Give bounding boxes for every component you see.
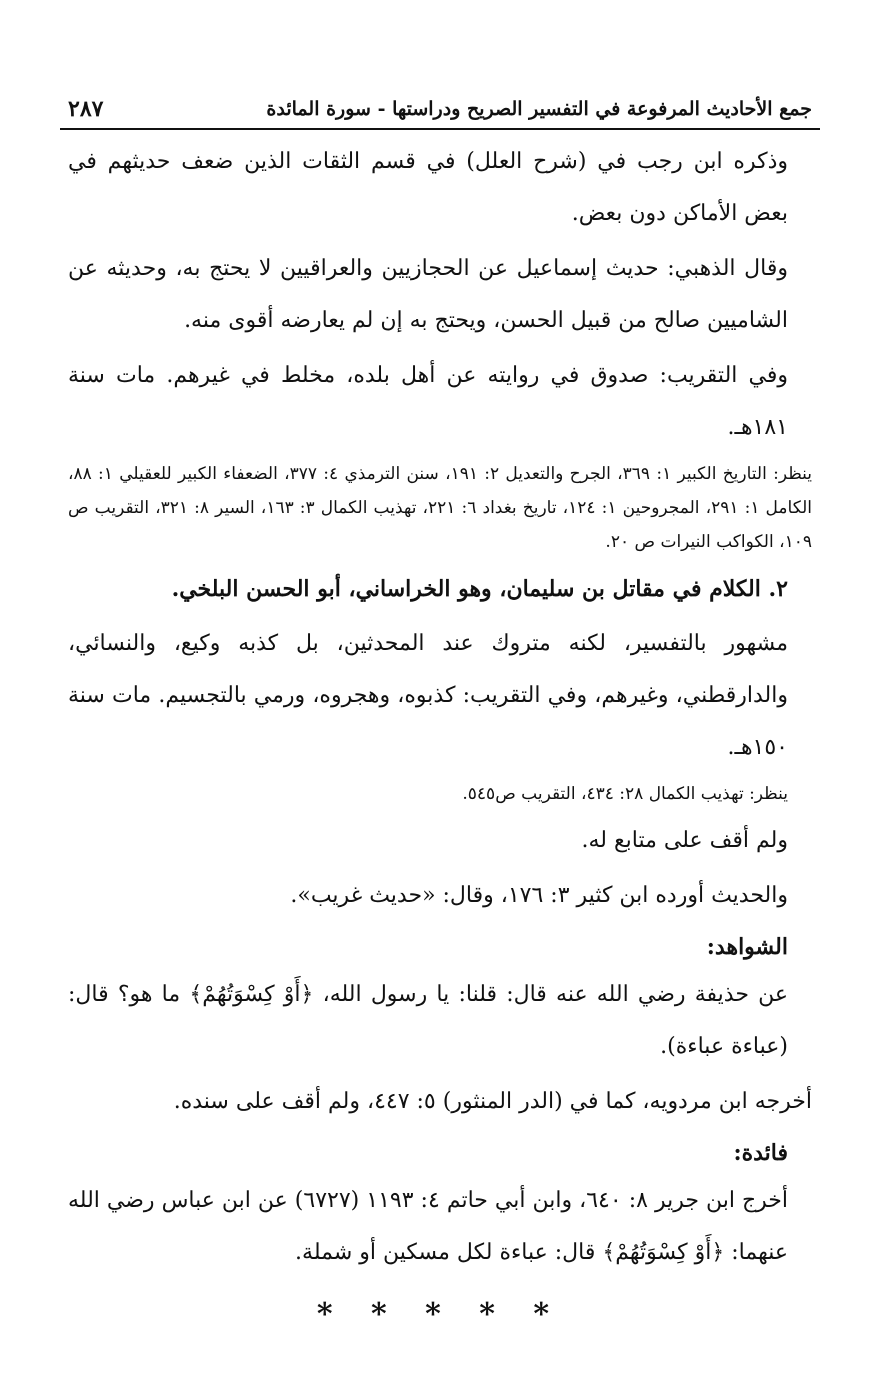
section-muqatil: ٢. الكلام في مقاتل بن سليمان، وهو الخراساني، أبو الحسن البلخي. bbox=[171, 576, 788, 602]
paragraph-hudhayfa: عن حذيفة رضي الله عنه قال: قلنا: يا رسول الله، ﴿أَوْ كِسْوَتُهُمْ﴾ ما هو؟ قال: (عباءة عباءة). bbox=[68, 982, 788, 1059]
paragraph-muqatil: مشهور بالتفسير، لكنه متروك عند المحدثين، بل كذبه وكيع، والنسائي، والدارقطني، وغيرهم، وفي التقريب: كذبوه، وهجروه، ورمي بالتجسيم. مات سنة ١٥٠هـ. bbox=[68, 631, 788, 760]
document-page bbox=[60, 96, 820, 1332]
paragraph-ibn-kathir: والحديث أورده ابن كثير ٣: ١٧٦، وقال: «حديث غريب». bbox=[290, 883, 788, 908]
paragraph-dhahabi: وقال الذهبي: حديث إسماعيل عن الحجازيين والعراقيين لا يحتج به، وحديثه عن الشاميين صالح من قبيل الحسن، ويحتج به إن لم يعارضه أقوى منه. bbox=[68, 256, 788, 333]
paragraph-ibn-rajab: وذكره ابن رجب في (شرح العلل) في قسم الثقات الذين ضعف حديثهم في بعض الأماكن دون بعض. bbox=[68, 149, 788, 226]
running-header bbox=[60, 96, 820, 130]
page-number: ٢٨٧ bbox=[68, 96, 104, 122]
references-muqatil: ينظر: تهذيب الكمال ٢٨: ٤٣٤، التقريب ص٥٤٥. bbox=[462, 784, 788, 804]
page-body bbox=[60, 130, 820, 1332]
header-title: جمع الأحاديث المرفوعة في التفسير الصريح ودراستها - سورة المائدة bbox=[266, 98, 812, 120]
heading-shawahid: الشواهد: bbox=[706, 934, 788, 960]
paragraph-taqrib: وفي التقريب: صدوق في روايته عن أهل بلده، مخلط في غيرهم. مات سنة ١٨١هـ. bbox=[68, 363, 788, 440]
paragraph-ibn-mardawayh: أخرجه ابن مردويه، كما في (الدر المنثور) ٥: ٤٤٧، ولم أقف على سنده. bbox=[173, 1089, 812, 1114]
heading-faida: فائدة: bbox=[733, 1140, 788, 1166]
section-separator: * * * * * bbox=[316, 1297, 564, 1332]
paragraph-no-follower: ولم أقف على متابع له. bbox=[581, 828, 788, 853]
references-ismail: ينظر: التاريخ الكبير ١: ٣٦٩، الجرح والتعديل ٢: ١٩١، سنن الترمذي ٤: ٣٧٧، الضعفاء الكبير للعقيلي ١: ٨٨، الكامل ١: ٢٩١، المجروحين ١: ١٢٤، تاريخ بغداد ٦: ٢٢١، تهذيب الكمال ٣: ١٦٣، السير ٨: ٣٢١، التقريب ص ١٠٩، الكواكب النيرات ص ٢٠. bbox=[68, 464, 813, 552]
paragraph-ibn-jarir: أخرج ابن جرير ٨: ٦٤٠، وابن أبي حاتم ٤: ١١٩٣ (٦٧٢٧) عن ابن عباس رضي الله عنهما: ﴿أَوْ كِسْوَتُهُمْ﴾ قال: عباءة لكل مسكين أو شملة. bbox=[68, 1188, 789, 1265]
